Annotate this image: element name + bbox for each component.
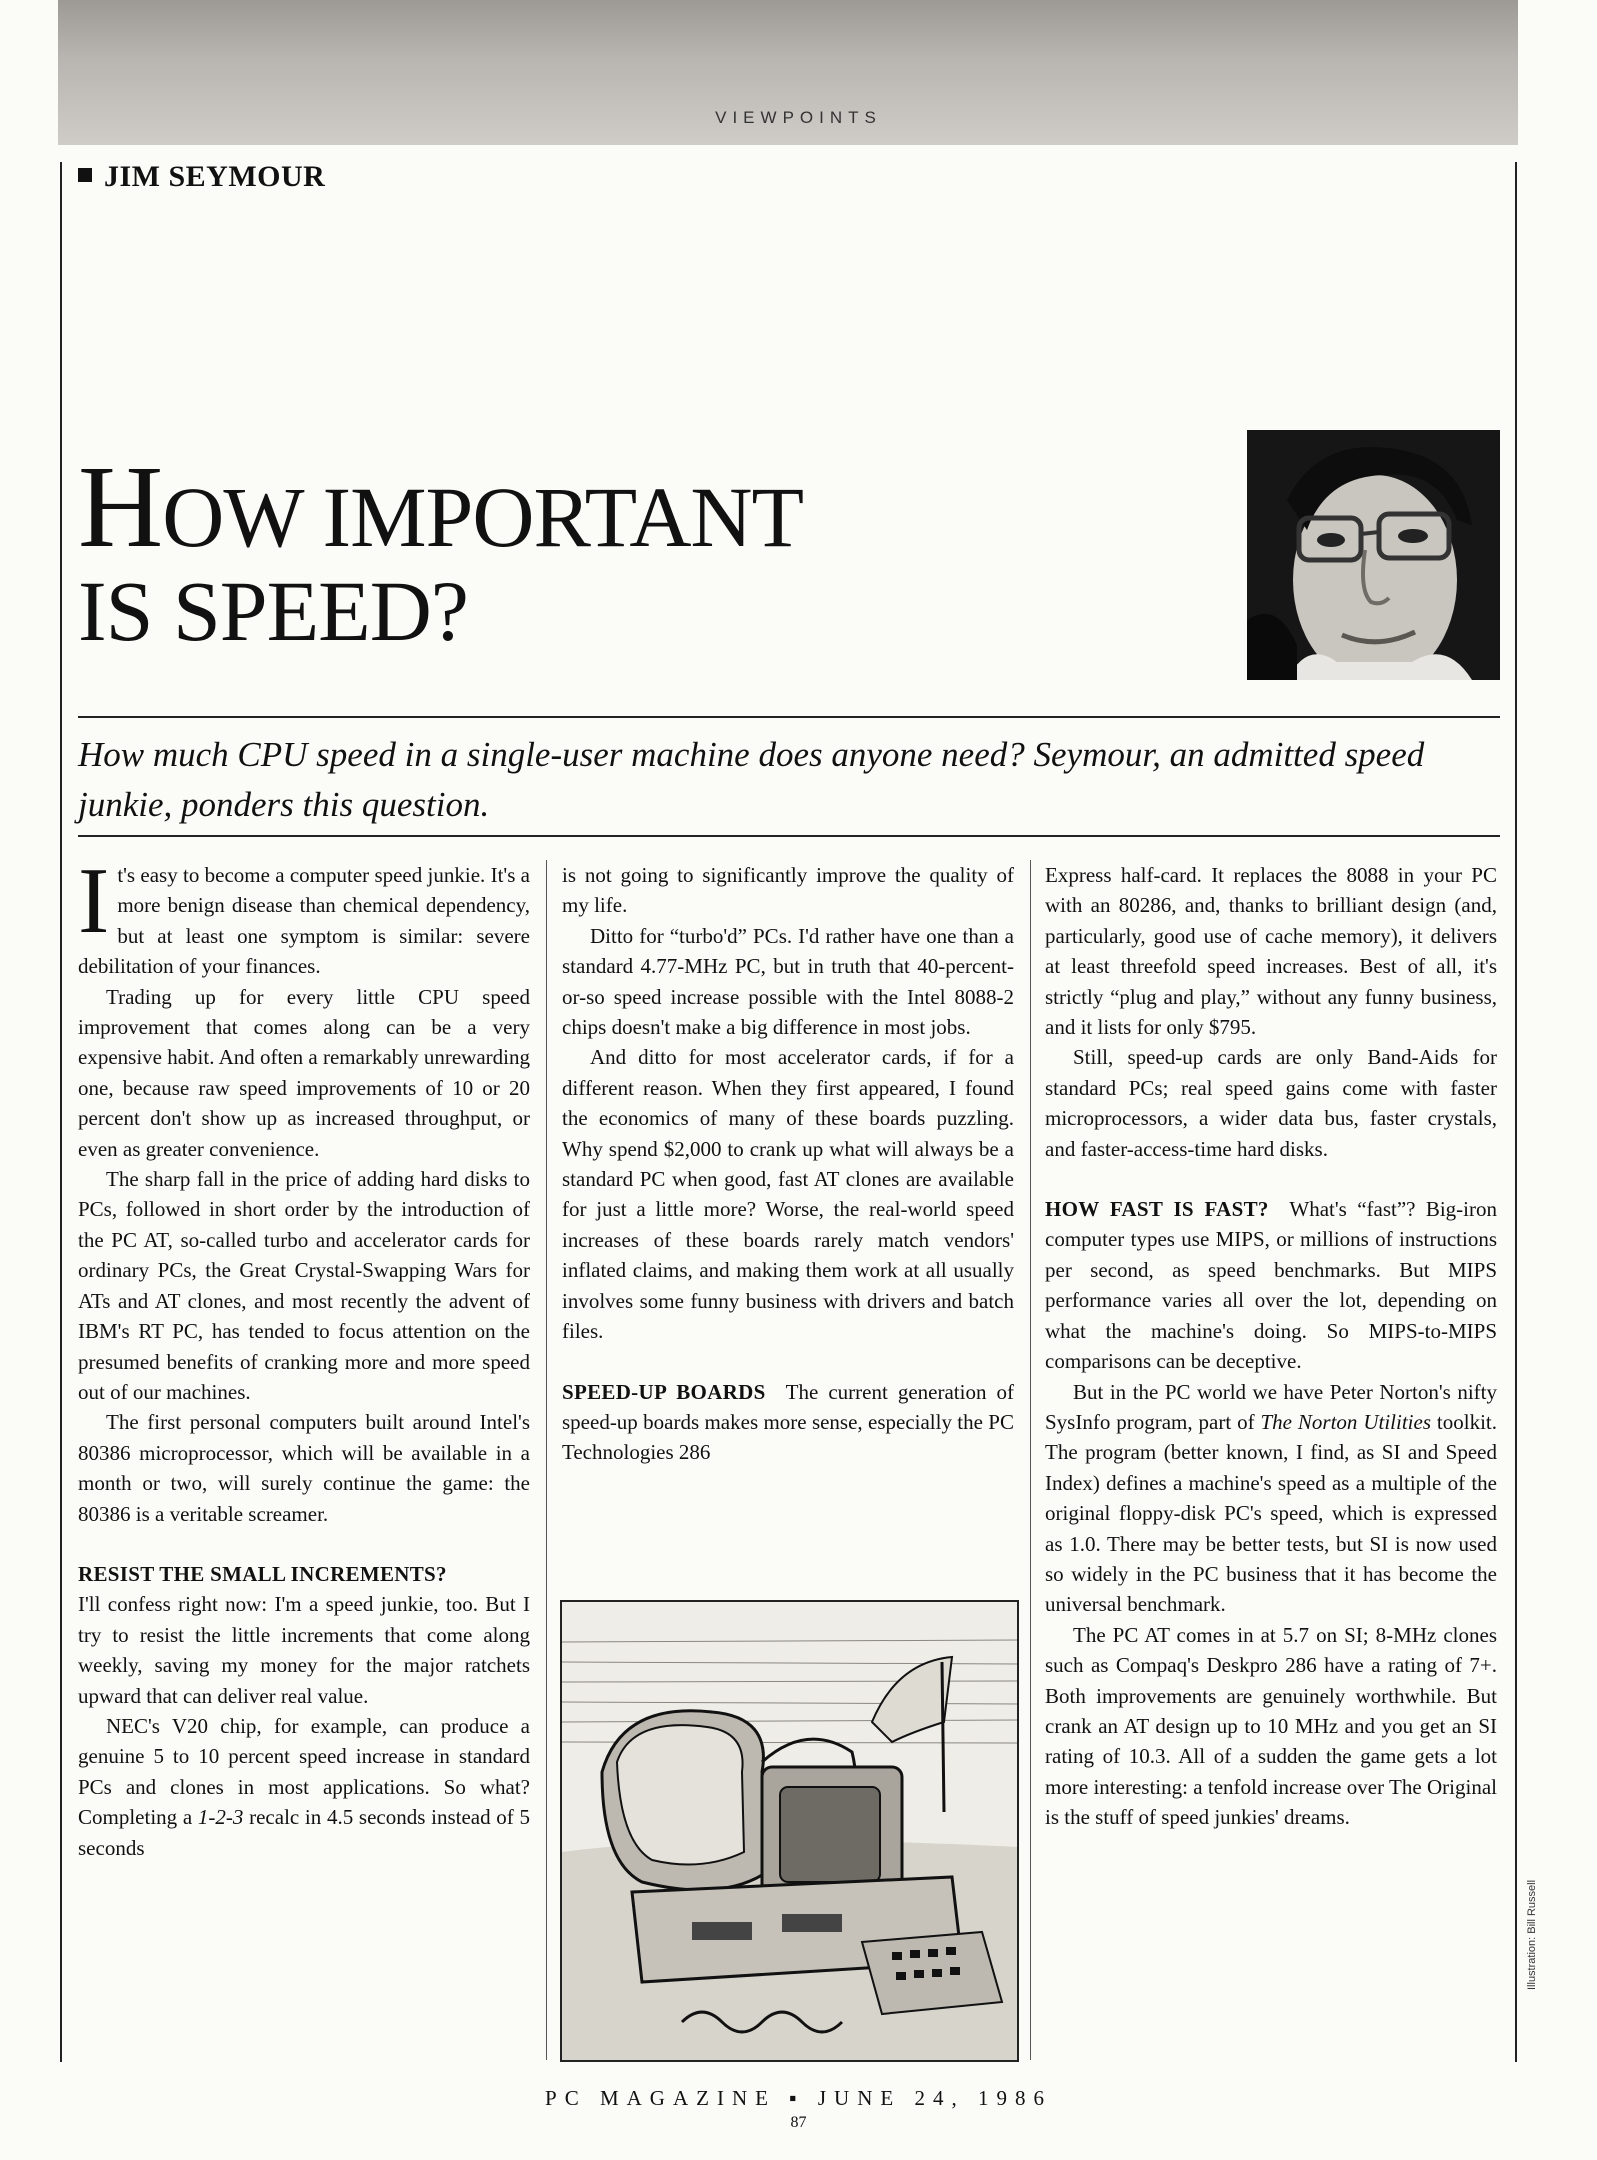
illustration-credit: Illustration: Bill Russell: [1526, 1879, 1538, 1990]
paragraph-text: But in the PC world we have Peter Norton's nifty SysInfo program, part of: [1045, 1379, 1497, 1434]
computer-illustration: [560, 1600, 1019, 2062]
paragraph-text: The current generation of speed-up boards makes more sense, especially the PC Technologies 286: [562, 1379, 1015, 1465]
portrait-image: [1247, 430, 1500, 680]
paragraph: The first personal computers built around Intel's 80386 microprocessor, which will be available in a month or two, will surely continue the game: the 80386 is a veritable screamer.: [78, 1410, 530, 1526]
headline-line-1: [78, 441, 1198, 572]
author-name: JIM SEYMOUR: [104, 160, 326, 193]
paragraph-text: recalc in 4.5 seconds instead of 5 seconds: [78, 1805, 530, 1860]
paragraph: Express half-card. It replaces the 8088 in your PC with an 80286, and, thanks to brilliant design (and, particularly, good use of cache memory), it delivers at least threefold speed increases. Best of all, it's strictly “plug and play,” without any funny business, and it lists for only $795.: [1045, 863, 1497, 1040]
paragraph-text: NEC's V20 chip, for example, can produce a genuine 5 to 10 percent speed increase in standard PCs and clones in most applications. So what? Completing a: [78, 1713, 530, 1830]
author-byline: [78, 160, 325, 194]
article-column-3: [1045, 860, 1497, 1833]
subhead-text: SPEED-UP BOARDS: [562, 1379, 766, 1404]
right-border-rule: [1515, 162, 1517, 2062]
paragraph-text: What's “fast”? Big-iron computer types use MIPS, or millions of instructions per second, as speed benchmarks. But MIPS performance varies all over the lot, depending on what the machine's doing. So MIPS-to-MIPS comparisons can be deceptive.: [1045, 1197, 1497, 1374]
column-divider-2: [1030, 860, 1031, 2060]
deck-bottom-rule: [78, 835, 1500, 837]
subhead-text: HOW FAST IS FAST?: [1045, 1197, 1269, 1222]
subhead-how-fast: [1045, 1194, 1497, 1376]
section-label: VIEWPOINTS: [715, 108, 882, 127]
headline-line-1-text: OW IMPORTANT: [162, 469, 804, 565]
italic-title: 1-2-3: [197, 1805, 244, 1830]
article-column-2: [562, 860, 1014, 1468]
left-border-rule: [60, 162, 62, 2062]
paragraph: Ditto for “turbo'd” PCs. I'd rather have one than a standard 4.77-MHz PC, but in truth that 40-percent-or-so speed increase possible with the Intel 8088-2 chips doesn't make a big difference in most jobs.: [562, 923, 1014, 1040]
paragraph: Still, speed-up cards are only Band-Aids for standard PCs; real speed gains come with faster microprocessors, a wider data bus, faster crystals, and faster-access-time hard disks.: [1045, 1045, 1497, 1161]
headline: [78, 441, 1198, 659]
paragraph-text: t's easy to become a computer speed junkie. It's a more benign disease than chemical dependency, but at least one symptom is similar: severe debilitation of your finances.: [78, 863, 530, 979]
drop-cap: I: [78, 849, 110, 953]
page-number: 87: [790, 2114, 807, 2131]
subhead-speed-up: [562, 1377, 1014, 1468]
paragraph: Trading up for every little CPU speed improvement that comes along can be a very expensive habit. And often a remarkably unrewarding one, because raw speed improvements of 10 or 20 percent don't show up as increased throughput, or even as greater convenience.: [78, 984, 530, 1161]
subhead-text: RESIST THE SMALL INCREMENTS?: [78, 1561, 447, 1586]
column-divider-1: [546, 860, 547, 2060]
subhead-resist: [78, 1559, 530, 1589]
author-portrait: [1247, 430, 1500, 680]
italic-title: The Norton Utilities: [1260, 1409, 1431, 1434]
paragraph: I'll confess right now: I'm a speed junkie, too. But I try to resist the little increments that come along weekly, saving my money for the major ratchets upward that can deliver real value.: [78, 1592, 530, 1708]
deck-top-rule: [78, 716, 1500, 718]
footer-publication: PC MAGAZINE ▪ JUNE 24, 1986: [545, 2086, 1052, 2110]
paragraph: [1045, 1377, 1497, 1620]
article-deck: How much CPU speed in a single-user machine does anyone need? Seymour, an admitted speed junkie, ponders this question.: [78, 735, 1425, 824]
paragraph: is not going to significantly improve the quality of my life.: [562, 863, 1014, 918]
melting-computer-drawing: [562, 1602, 1017, 2060]
square-bullet-icon: [78, 168, 92, 182]
paragraph: The sharp fall in the price of adding hard disks to PCs, followed in short order by the introduction of the PC AT, so-called turbo and accelerator cards for ordinary PCs, the Great Crystal-Swapping Wars for ATs and AT clones, and most recently the advent of IBM's RT PC, has tended to focus attention on the presumed benefits of cranking more and more speed out of our machines.: [78, 1167, 530, 1404]
headline-initial: H: [78, 441, 163, 572]
paragraph: [78, 1711, 530, 1863]
article-column-1: [78, 849, 530, 1863]
headline-line-2: IS SPEED?: [78, 563, 468, 659]
paragraph: The PC AT comes in at 5.7 on SI; 8-MHz clones such as Compaq's Deskpro 286 have a rating of 7+. Both improvements are genuinely worthwhile. But crank an AT design up to 10 MHz and you get an SI rating of 10.3. All of a sudden the game gets a lot more interesting: a tenfold increase over The Original is the stuff of speed junkies' dreams.: [1045, 1622, 1497, 1830]
paragraph: And ditto for most accelerator cards, if for a different reason. When they first appeared, I found the economics of many of these boards puzzling. Why spend $2,000 to crank up what will always be a standard PC when good, fast AT clones are available for just a little more? Worse, the real-world speed increases of these boards rarely match vendors' inflated claims, and making them work at all usually involves some funny business with drivers and batch files.: [562, 1045, 1014, 1344]
paragraph: [78, 849, 530, 982]
paragraph-text: toolkit. The program (better known, I find, as SI and Speed Index) defines a machine's speed as a multiple of the original floppy-disk PC's speed, which is expressed as 1.0. There may be better tests, but SI is now used so widely in the PC business that it has become the universal benchmark.: [1045, 1409, 1497, 1617]
